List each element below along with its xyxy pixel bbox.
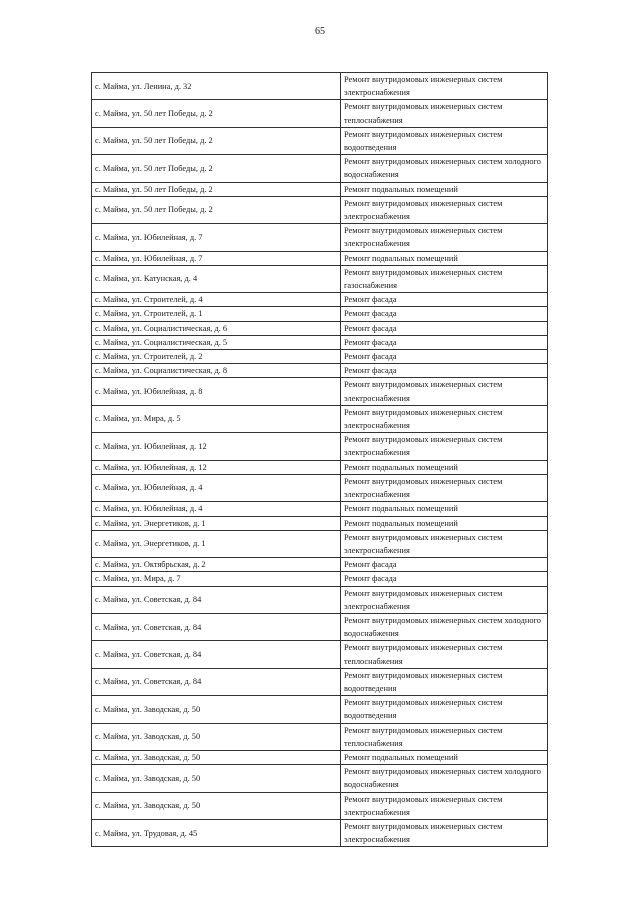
work-type-cell: Ремонт внутридомовых инженерных систем электроснабжения <box>341 405 548 432</box>
table-row <box>92 460 548 474</box>
address-cell: с. Майма, ул. Юбилейная, д. 12 <box>92 460 341 474</box>
table-row <box>92 572 548 586</box>
table-row <box>92 265 548 292</box>
table-row <box>92 364 548 378</box>
address-cell: с. Майма, ул. Социалистическая, д. 6 <box>92 321 341 335</box>
table-row <box>92 516 548 530</box>
table-row <box>92 251 548 265</box>
table-row <box>92 335 548 349</box>
table-row <box>92 405 548 432</box>
address-cell: с. Майма, ул. Советская, д. 84 <box>92 613 341 640</box>
work-type-cell: Ремонт внутридомовых инженерных систем водоотведения <box>341 696 548 723</box>
work-type-cell: Ремонт фасада <box>341 572 548 586</box>
table-row <box>92 502 548 516</box>
table-row <box>92 641 548 668</box>
work-type-cell: Ремонт внутридомовых инженерных систем электроснабжения <box>341 378 548 405</box>
table-row <box>92 100 548 127</box>
table-row <box>92 224 548 251</box>
address-cell: с. Майма, ул. Социалистическая, д. 5 <box>92 335 341 349</box>
address-cell: с. Майма, ул. Заводская, д. 50 <box>92 765 341 792</box>
address-cell: с. Майма, ул. 50 лет Победы, д. 2 <box>92 155 341 182</box>
work-type-cell: Ремонт внутридомовых инженерных систем холодного водоснабжения <box>341 155 548 182</box>
work-type-cell: Ремонт внутридомовых инженерных систем водоотведения <box>341 668 548 695</box>
work-type-cell: Ремонт внутридомовых инженерных систем электроснабжения <box>341 224 548 251</box>
table-row <box>92 613 548 640</box>
work-type-cell: Ремонт подвальных помещений <box>341 516 548 530</box>
address-cell: с. Майма, ул. 50 лет Победы, д. 2 <box>92 127 341 154</box>
table-row <box>92 474 548 501</box>
table-row <box>92 765 548 792</box>
address-cell: с. Майма, ул. Энергетиков, д. 1 <box>92 516 341 530</box>
work-type-cell: Ремонт внутридомовых инженерных систем теплоснабжения <box>341 100 548 127</box>
table-row <box>92 696 548 723</box>
table-row <box>92 819 548 846</box>
address-cell: с. Майма, ул. Социалистическая, д. 8 <box>92 364 341 378</box>
address-cell: с. Майма, ул. Заводская, д. 50 <box>92 750 341 764</box>
table-row <box>92 378 548 405</box>
work-type-cell: Ремонт фасада <box>341 364 548 378</box>
address-cell: с. Майма, ул. Октябрьская, д. 2 <box>92 558 341 572</box>
table-row <box>92 321 548 335</box>
work-type-cell: Ремонт подвальных помещений <box>341 750 548 764</box>
table-row <box>92 293 548 307</box>
address-cell: с. Майма, ул. Юбилейная, д. 4 <box>92 474 341 501</box>
table-row <box>92 750 548 764</box>
address-cell: с. Майма, ул. Строителей, д. 1 <box>92 307 341 321</box>
work-type-cell: Ремонт фасада <box>341 321 548 335</box>
work-type-cell: Ремонт внутридомовых инженерных систем электроснабжения <box>341 586 548 613</box>
work-type-cell: Ремонт внутридомовых инженерных систем водоотведения <box>341 127 548 154</box>
work-type-cell: Ремонт внутридомовых инженерных систем электроснабжения <box>341 474 548 501</box>
table-row <box>92 196 548 223</box>
works-table-container <box>91 72 545 847</box>
work-type-cell: Ремонт фасада <box>341 293 548 307</box>
table-row <box>92 307 548 321</box>
table-row <box>92 558 548 572</box>
address-cell: с. Майма, ул. Юбилейная, д. 7 <box>92 224 341 251</box>
work-type-cell: Ремонт внутридомовых инженерных систем теплоснабжения <box>341 723 548 750</box>
address-cell: с. Майма, ул. Трудовая, д. 45 <box>92 819 341 846</box>
address-cell: с. Майма, ул. Юбилейная, д. 7 <box>92 251 341 265</box>
address-cell: с. Майма, ул. Заводская, д. 50 <box>92 723 341 750</box>
work-type-cell: Ремонт фасада <box>341 335 548 349</box>
table-row <box>92 586 548 613</box>
work-type-cell: Ремонт подвальных помещений <box>341 182 548 196</box>
table-row <box>92 792 548 819</box>
address-cell: с. Майма, ул. Советская, д. 84 <box>92 668 341 695</box>
table-row <box>92 155 548 182</box>
works-table <box>91 72 548 847</box>
work-type-cell: Ремонт внутридомовых инженерных систем электроснабжения <box>341 792 548 819</box>
address-cell: с. Майма, ул. Ленина, д. 32 <box>92 73 341 100</box>
work-type-cell: Ремонт фасада <box>341 558 548 572</box>
work-type-cell: Ремонт внутридомовых инженерных систем электроснабжения <box>341 819 548 846</box>
work-type-cell: Ремонт внутридомовых инженерных систем газоснабжения <box>341 265 548 292</box>
work-type-cell: Ремонт внутридомовых инженерных систем электроснабжения <box>341 73 548 100</box>
address-cell: с. Майма, ул. Мира, д. 5 <box>92 405 341 432</box>
work-type-cell: Ремонт внутридомовых инженерных систем электроснабжения <box>341 530 548 557</box>
address-cell: с. Майма, ул. 50 лет Победы, д. 2 <box>92 182 341 196</box>
work-type-cell: Ремонт подвальных помещений <box>341 460 548 474</box>
address-cell: с. Майма, ул. Строителей, д. 2 <box>92 350 341 364</box>
work-type-cell: Ремонт внутридомовых инженерных систем электроснабжения <box>341 433 548 460</box>
table-row <box>92 182 548 196</box>
address-cell: с. Майма, ул. Заводская, д. 50 <box>92 696 341 723</box>
address-cell: с. Майма, ул. 50 лет Победы, д. 2 <box>92 100 341 127</box>
table-row <box>92 350 548 364</box>
address-cell: с. Майма, ул. Катунская, д. 4 <box>92 265 341 292</box>
table-row <box>92 433 548 460</box>
table-row <box>92 668 548 695</box>
address-cell: с. Майма, ул. Строителей, д. 4 <box>92 293 341 307</box>
address-cell: с. Майма, ул. Советская, д. 84 <box>92 641 341 668</box>
work-type-cell: Ремонт подвальных помещений <box>341 502 548 516</box>
address-cell: с. Майма, ул. Энергетиков, д. 1 <box>92 530 341 557</box>
work-type-cell: Ремонт фасада <box>341 307 548 321</box>
address-cell: с. Майма, ул. Мира, д. 7 <box>92 572 341 586</box>
work-type-cell: Ремонт внутридомовых инженерных систем электроснабжения <box>341 196 548 223</box>
address-cell: с. Майма, ул. Юбилейная, д. 4 <box>92 502 341 516</box>
address-cell: с. Майма, ул. Юбилейная, д. 8 <box>92 378 341 405</box>
work-type-cell: Ремонт подвальных помещений <box>341 251 548 265</box>
work-type-cell: Ремонт внутридомовых инженерных систем холодного водоснабжения <box>341 613 548 640</box>
address-cell: с. Майма, ул. Советская, д. 84 <box>92 586 341 613</box>
address-cell: с. Майма, ул. Заводская, д. 50 <box>92 792 341 819</box>
work-type-cell: Ремонт внутридомовых инженерных систем теплоснабжения <box>341 641 548 668</box>
address-cell: с. Майма, ул. 50 лет Победы, д. 2 <box>92 196 341 223</box>
table-row <box>92 530 548 557</box>
works-table-body <box>92 73 548 847</box>
table-row <box>92 73 548 100</box>
work-type-cell: Ремонт внутридомовых инженерных систем холодного водоснабжения <box>341 765 548 792</box>
table-row <box>92 723 548 750</box>
work-type-cell: Ремонт фасада <box>341 350 548 364</box>
page-number: 65 <box>315 26 325 37</box>
table-row <box>92 127 548 154</box>
address-cell: с. Майма, ул. Юбилейная, д. 12 <box>92 433 341 460</box>
